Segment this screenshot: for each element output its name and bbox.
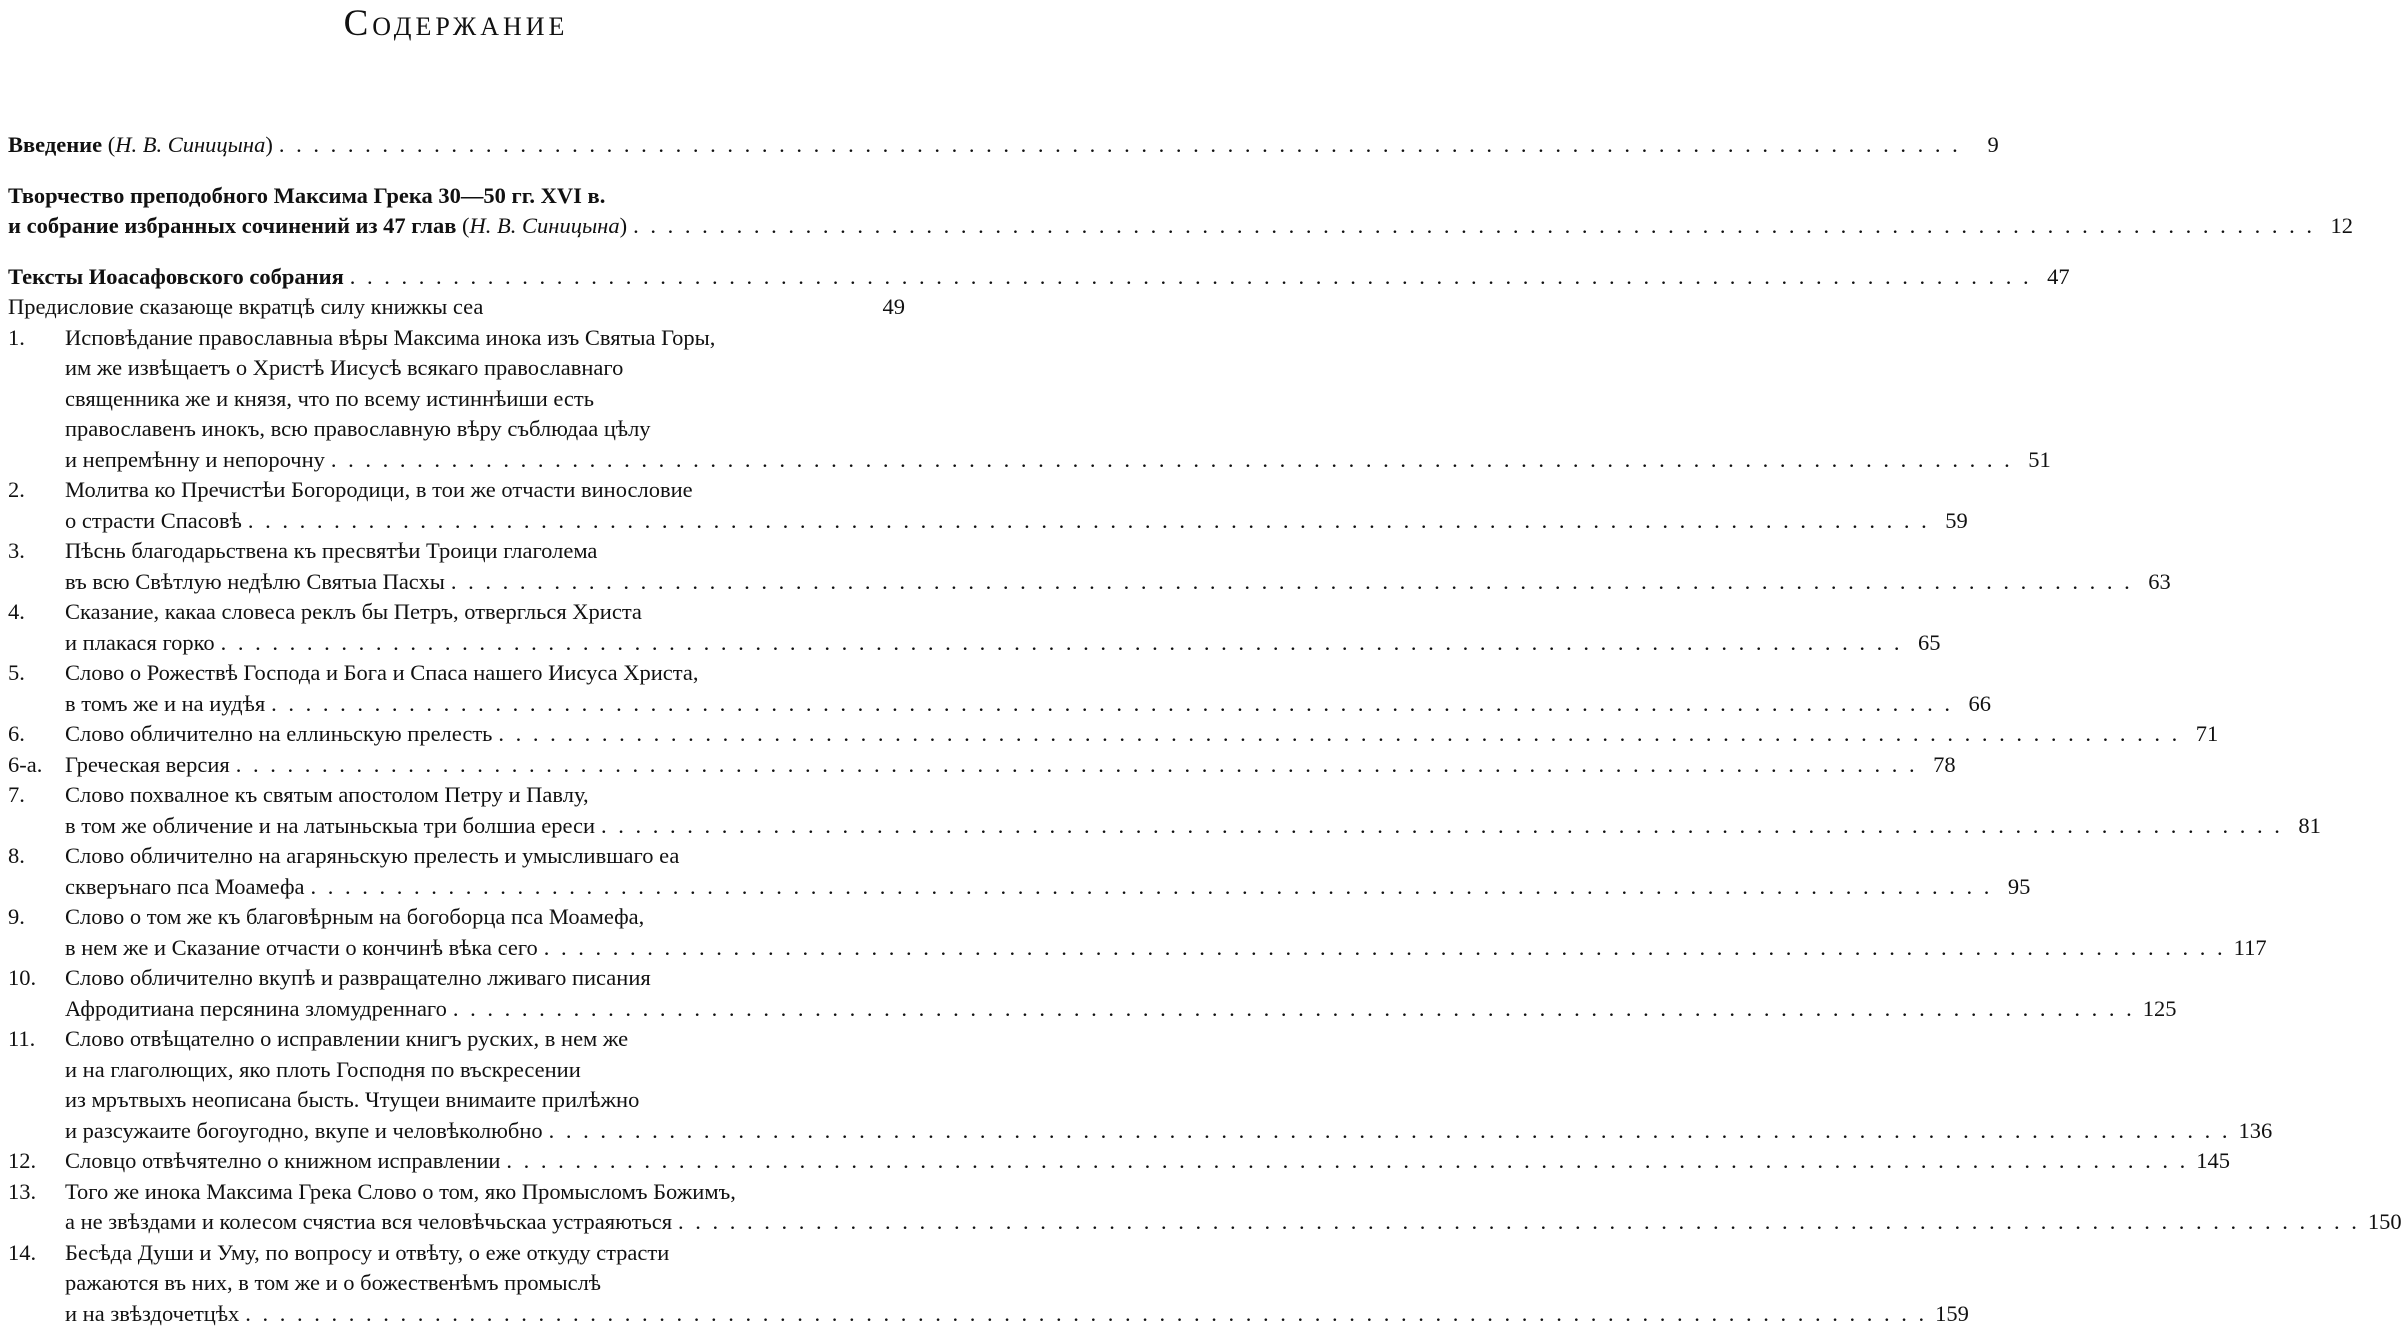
toc-entry-text: в нем же и Сказание отчасти о кончинѣ вѣка сего <box>65 933 538 964</box>
toc-entry-text: Слово отвѣщателно о исправлении книгъ руских, в нем же <box>65 1024 628 1055</box>
dot-leader <box>601 811 2283 842</box>
toc-entry-text: Того же инока Максима Грека Слово о том, яко Промысломъ Божимъ, <box>65 1177 736 1208</box>
toc-entry-text: въ всю Свѣтлую недѣлю Святыа Пасхы <box>65 567 445 598</box>
toc-entry-line <box>8 1238 905 1269</box>
toc-entry-line <box>8 323 905 354</box>
dot-leader <box>544 933 2226 964</box>
toc-page-number: 63 <box>2141 567 2171 598</box>
dot-leader <box>633 211 2315 242</box>
toc-entry-line <box>8 994 905 1025</box>
toc-entry-number: 2. <box>8 475 65 506</box>
toc-entry-text: Слово о Рожествѣ Господа и Бога и Спаса нашего Иисуса Христа, <box>65 658 698 689</box>
toc-entry-number: 12. <box>8 1146 65 1177</box>
dot-leader <box>279 130 1961 161</box>
toc-entry-line <box>8 811 905 842</box>
toc-entry-text: Слово обличително вкупѣ и развращателно лживаго писания <box>65 963 651 994</box>
toc-entry-text: православенъ инокъ, всю православную вѣру съблюдаа цѣлу <box>65 414 651 445</box>
toc-page-number: 125 <box>2143 994 2177 1025</box>
toc-entry[interactable] <box>8 536 905 597</box>
toc-entry-line <box>8 262 905 293</box>
toc-entry-text: Слово о том же къ благовѣрным на богоборца пса Моамефа, <box>65 902 644 933</box>
dot-leader <box>245 1299 1927 1329</box>
toc-entry[interactable] <box>8 750 905 781</box>
toc-entry-text: Словцо отвѣчятелно о книжном исправлении <box>65 1146 500 1177</box>
toc-entry-number: 14. <box>8 1238 65 1269</box>
toc-entry-text: а не звѣздами и колесом счястиа вся человѣчьскаа устраяються <box>65 1207 672 1238</box>
toc-entry-text: Молитва ко Пречистѣи Богородици, в тои же отчасти винословие <box>65 475 693 506</box>
toc-entry-text: Слово обличително на еллиньскую прелесть <box>65 719 492 750</box>
page-title: Содержание <box>0 2 912 45</box>
toc-entry-line <box>8 628 905 659</box>
dot-leader <box>248 506 1930 537</box>
toc-entry-text: и плакася горко <box>65 628 215 659</box>
toc-entry-line <box>8 211 905 242</box>
toc-page-number: 136 <box>2239 1116 2273 1147</box>
toc-entry-text: скверънаго пса Моамефа <box>65 872 305 903</box>
toc-entry-text: и собрание избранных сочинений из 47 глав (Н. В. Синицына) <box>8 211 627 242</box>
toc-entry-text: и непремѣнну и непорочну <box>65 445 325 476</box>
toc-entry-text: Слово похвалное къ святым апостолом Петру и Павлу, <box>65 780 589 811</box>
toc-entry-text: Сказание, какаа словеса рeклъ бы Петръ, отверглься Христа <box>65 597 642 628</box>
toc-page-number: 9 <box>1969 130 1999 161</box>
toc-entry-text: Исповѣдание православныа вѣры Максима инока изъ Святыа Горы, <box>65 323 715 354</box>
toc-entry[interactable] <box>8 658 905 719</box>
dot-leader <box>221 628 1903 659</box>
toc-entry-number: 7. <box>8 780 65 811</box>
toc-entry-number: 10. <box>8 963 65 994</box>
toc-entry-line <box>8 384 905 415</box>
toc-entry-line <box>8 130 905 161</box>
toc-entry-text: Тексты Иоасафовского собрания <box>8 262 344 293</box>
toc-entry-line <box>8 689 905 720</box>
toc-entry-text: ражаются въ них, в том же и о божественѣмъ промыслѣ <box>65 1268 601 1299</box>
toc-entry-line <box>8 963 905 994</box>
toc-entry-line <box>8 658 905 689</box>
toc-page-number: 12 <box>2323 211 2353 242</box>
toc-entry-line <box>8 536 905 567</box>
dot-leader <box>350 262 2032 293</box>
toc-entry-line <box>8 933 905 964</box>
toc-entry-text: священника же и князя, что по всему истиннѣиши есть <box>65 384 594 415</box>
toc-page-number: 51 <box>2021 445 2051 476</box>
toc-page-number: 81 <box>2291 811 2321 842</box>
toc-entry-line <box>8 841 905 872</box>
toc-entry[interactable] <box>8 292 905 323</box>
toc-entry-line <box>8 181 905 212</box>
dot-leader <box>236 750 1918 781</box>
toc-entry-line <box>8 719 905 750</box>
toc-entry[interactable] <box>8 841 905 902</box>
toc-entry[interactable] <box>8 475 905 536</box>
toc-entry-text: Введение (Н. В. Синицына) <box>8 130 273 161</box>
dot-leader <box>311 872 1993 903</box>
toc-entry-text: и разсужаите богоугодно, вкупе и человѣколюбно <box>65 1116 543 1147</box>
toc-entry-text: в томъ же и на иудѣя <box>65 689 265 720</box>
toc-page-number: 145 <box>2196 1146 2230 1177</box>
toc-entry-number: 11. <box>8 1024 65 1055</box>
toc-entry-text: Творчество преподобного Максима Грека 30—50 гг. XVI в. <box>8 181 605 212</box>
toc-entry-line <box>8 1268 905 1299</box>
toc-page-number: 59 <box>1938 506 1968 537</box>
toc-entry-number: 3. <box>8 536 65 567</box>
toc-entry-text: в том же обличение и на латыньскыа три болшиа ереси <box>65 811 595 842</box>
toc-page-number: 49 <box>875 292 905 323</box>
toc-entry-text: Слово обличително на агаряньскую прелесть и умыслившаго еа <box>65 841 679 872</box>
toc-entry[interactable] <box>8 1146 905 1177</box>
toc-entry[interactable] <box>8 323 905 476</box>
toc-entry[interactable] <box>8 130 905 161</box>
toc-page-number: 66 <box>1961 689 1991 720</box>
dot-leader <box>498 719 2180 750</box>
toc-page-number: 150 <box>2368 1207 2402 1238</box>
toc-entry-line <box>8 1207 905 1238</box>
toc-entry-number: 13. <box>8 1177 65 1208</box>
toc-entry[interactable] <box>8 963 905 1024</box>
dot-leader <box>451 567 2133 598</box>
dot-leader <box>453 994 2135 1025</box>
toc-page-number: 117 <box>2234 933 2267 964</box>
toc-entry-number: 8. <box>8 841 65 872</box>
toc-entry[interactable] <box>8 1238 905 1329</box>
toc-entry[interactable] <box>8 902 905 963</box>
toc-entry-text: Афродитиана персянина зломудреннаго <box>65 994 447 1025</box>
toc-entry-line <box>8 872 905 903</box>
toc-entry-line <box>8 414 905 445</box>
toc-page-number: 47 <box>2040 262 2070 293</box>
toc-page-number: 71 <box>2188 719 2218 750</box>
dot-leader <box>678 1207 2360 1238</box>
toc-entry-text: о страсти Спасовѣ <box>65 506 242 537</box>
toc-entry-number: 9. <box>8 902 65 933</box>
toc-entry-line <box>8 506 905 537</box>
toc-entry-number: 5. <box>8 658 65 689</box>
toc-entry-line <box>8 1299 905 1329</box>
toc-entry[interactable] <box>8 597 905 658</box>
dot-leader <box>506 1146 2188 1177</box>
toc-entry-number: 1. <box>8 323 65 354</box>
toc-entry-line <box>8 1055 905 1086</box>
toc-entry-author: Н. В. Синицына <box>115 132 265 157</box>
toc-entry[interactable] <box>8 1024 905 1146</box>
toc-entry-line <box>8 475 905 506</box>
toc-entry-text: Пѣснь благодарьствена къ пресвятѣи Троици глаголема <box>65 536 597 567</box>
dot-leader <box>271 689 1953 720</box>
toc-entry-text: и на звѣздочетцѣх <box>65 1299 239 1329</box>
toc-entry[interactable] <box>8 262 905 293</box>
toc-entry-text: Бесѣда Души и Уму, по вопросу и отвѣту, о еже откуду страсти <box>65 1238 669 1269</box>
toc-page-number: 78 <box>1926 750 1956 781</box>
toc-entry-line <box>8 1024 905 1055</box>
toc-entry-number: 6-а. <box>8 750 65 781</box>
toc-entry-line <box>8 445 905 476</box>
toc-page-number: 65 <box>1911 628 1941 659</box>
toc-entry-line <box>8 902 905 933</box>
dot-leader <box>331 445 2013 476</box>
toc-entry-line <box>8 1116 905 1147</box>
toc-entry-line <box>8 597 905 628</box>
toc-entry-line <box>8 1146 905 1177</box>
toc-entry-line <box>8 1085 905 1116</box>
toc-entry-number: 4. <box>8 597 65 628</box>
toc-entry-line <box>8 353 905 384</box>
toc-entry-line <box>8 567 905 598</box>
toc-entry[interactable] <box>8 181 905 242</box>
toc-page-number: 95 <box>2000 872 2030 903</box>
table-of-contents <box>8 130 905 1329</box>
toc-entry[interactable] <box>8 719 905 750</box>
toc-entry[interactable] <box>8 1177 905 1238</box>
toc-entry-line <box>8 292 905 323</box>
toc-entry-line <box>8 750 905 781</box>
toc-entry-number: 6. <box>8 719 65 750</box>
toc-entry-text: Предисловие сказающе вкратцѣ силу книжкы сеа <box>8 292 483 323</box>
toc-entry-line <box>8 780 905 811</box>
toc-entry-text: из мрътвыхъ неописана бысть. Чтущеи внимаите прилѣжно <box>65 1085 639 1116</box>
dot-leader <box>549 1116 2231 1147</box>
toc-entry-text: им же извѣщаетъ о Христѣ Иисусѣ всякаго православнаго <box>65 353 623 384</box>
toc-entry-text: Греческая версия <box>65 750 230 781</box>
toc-page-number: 159 <box>1935 1299 1969 1329</box>
toc-entry[interactable] <box>8 780 905 841</box>
toc-entry-author: Н. В. Синицына <box>470 213 620 238</box>
toc-entry-line <box>8 1177 905 1208</box>
toc-entry-text: и на глаголющих, яко плоть Господня по въскресении <box>65 1055 581 1086</box>
